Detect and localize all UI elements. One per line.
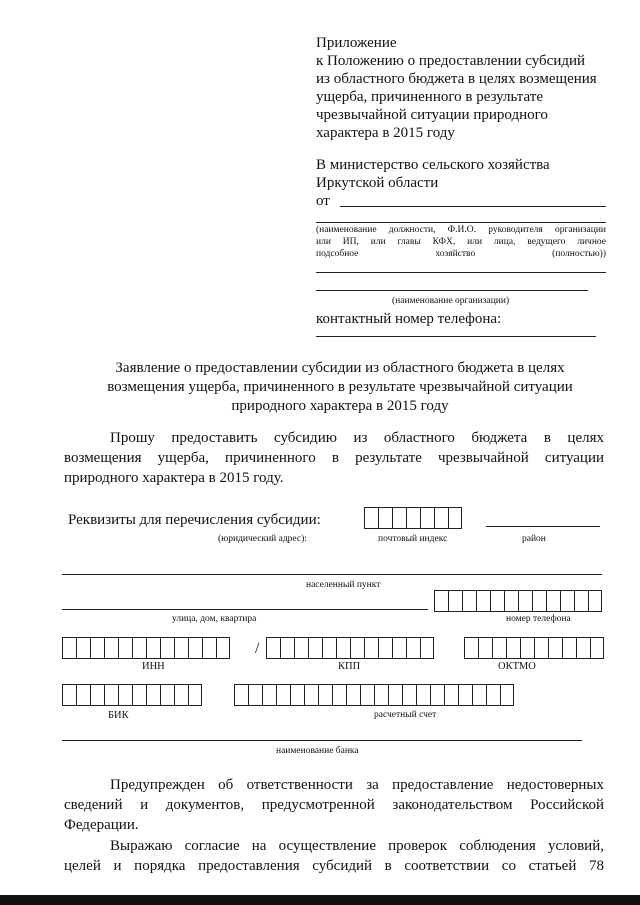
digit-cell[interactable] [492,637,506,659]
digit-cell[interactable] [420,507,434,529]
digit-cell[interactable] [576,637,590,659]
digit-cell[interactable] [146,637,160,659]
digit-cell[interactable] [318,684,332,706]
digit-cell[interactable] [248,684,262,706]
kpp-caption: КПП [338,661,361,672]
addressee-line-2: Иркутской области [316,175,439,191]
applicant-extra-line[interactable] [316,272,606,273]
digit-cell[interactable] [304,684,318,706]
request-line: возмещения ущерба, причиненного в результате чрезвычайной ситуации [64,450,604,466]
digit-cell[interactable] [216,637,230,659]
digit-cell[interactable] [548,637,562,659]
applicant-caption-1: (наименование должности, Ф.И.О. руководителя организации [316,225,606,235]
digit-cell[interactable] [560,590,574,612]
statement-title [60,359,620,416]
settlement-field-line[interactable] [62,574,602,575]
consent-paragraph [64,836,604,876]
appendix-line: из областного бюджета в целях возмещения [316,71,597,87]
digit-cell[interactable] [472,684,486,706]
digit-cell[interactable] [430,684,444,706]
digit-cell[interactable] [266,637,280,659]
digit-cell[interactable] [202,637,216,659]
appendix-line: характера в 2015 году [316,125,455,141]
appendix-line: к Положению о предоставлении субсидий [316,53,586,69]
applicant-caption-3: подсобное хозяйство (полностью)) [316,249,606,259]
digit-cell[interactable] [62,684,76,706]
phone-number-cells[interactable] [434,590,602,612]
warning-line: Предупрежден об ответственности за предоставление недостоверных [110,777,604,793]
digit-cell[interactable] [402,684,416,706]
digit-cell[interactable] [146,684,160,706]
organization-field-line[interactable] [316,290,588,291]
digit-cell[interactable] [444,684,458,706]
digit-cell[interactable] [388,684,402,706]
phone-field-line[interactable] [316,336,596,337]
digit-cell[interactable] [378,637,392,659]
kpp-cells[interactable] [266,637,434,659]
appendix-line: ущерба, причиненного в результате [316,89,543,105]
digit-cell[interactable] [378,507,392,529]
digit-cell[interactable] [364,637,378,659]
bank-name-field-line[interactable] [62,740,582,741]
street-field-line[interactable] [62,609,428,610]
inn-cells[interactable] [62,637,230,659]
digit-cell[interactable] [546,590,560,612]
digit-cell[interactable] [336,637,350,659]
organization-caption: (наименование организации) [392,296,510,306]
warning-paragraph [64,775,604,835]
request-line: Прошу предоставить субсидию из областного бюджета в целях [110,430,604,446]
digit-cell[interactable] [132,684,146,706]
applicant-field-line[interactable] [316,222,606,223]
digit-cell[interactable] [174,684,188,706]
digit-cell[interactable] [118,637,132,659]
digit-cell[interactable] [308,637,322,659]
digit-cell[interactable] [188,637,202,659]
digit-cell[interactable] [506,637,520,659]
digit-cell[interactable] [322,637,336,659]
from-label: от [316,193,330,209]
digit-cell[interactable] [448,590,462,612]
digit-cell[interactable] [90,637,104,659]
bank-name-caption: наименование банка [276,746,359,756]
inn-kpp-separator: / [255,640,260,657]
digit-cell[interactable] [76,684,90,706]
digit-cell[interactable] [520,637,534,659]
account-cells[interactable] [234,684,514,706]
warning-line: сведений и документов, предусмотренной законодательством Российской [64,797,604,813]
settlement-caption: населенный пункт [306,580,381,590]
title-line: возмещения ущерба, причиненного в результате чрезвычайной ситуации [107,379,573,395]
digit-cell[interactable] [62,637,76,659]
digit-cell[interactable] [364,507,378,529]
digit-cell[interactable] [486,684,500,706]
appendix-block [316,34,597,142]
digit-cell[interactable] [90,684,104,706]
digit-cell[interactable] [416,684,430,706]
requisites-title: Реквизиты для перечисления субсидии: [68,512,321,528]
digit-cell[interactable] [476,590,490,612]
from-field-line[interactable] [340,206,606,207]
digit-cell[interactable] [464,637,478,659]
digit-cell[interactable] [406,507,420,529]
digit-cell[interactable] [588,590,602,612]
title-line: природного характера в 2015 году [231,398,449,414]
digit-cell[interactable] [332,684,346,706]
digit-cell[interactable] [458,684,472,706]
digit-cell[interactable] [262,684,276,706]
digit-cell[interactable] [280,637,294,659]
bik-cells[interactable] [62,684,202,706]
digit-cell[interactable] [188,684,202,706]
scan-bottom-edge [0,895,640,905]
postal-index-cells[interactable] [364,507,462,529]
district-field-line[interactable] [486,526,600,527]
legal-address-caption: (юридический адрес): [218,534,307,544]
digit-cell[interactable] [374,684,388,706]
digit-cell[interactable] [574,590,588,612]
digit-cell[interactable] [76,637,90,659]
digit-cell[interactable] [534,637,548,659]
postal-index-caption: почтовый индекс [378,534,448,544]
digit-cell[interactable] [350,637,364,659]
street-caption: улица, дом, квартира [172,614,257,624]
digit-cell[interactable] [448,507,462,529]
appendix-line: чрезвычайной ситуации природного [316,107,548,123]
digit-cell[interactable] [434,590,448,612]
digit-cell[interactable] [160,684,174,706]
digit-cell[interactable] [104,637,118,659]
digit-cell[interactable] [392,637,406,659]
digit-cell[interactable] [118,684,132,706]
oktmo-cells[interactable] [464,637,604,659]
digit-cell[interactable] [392,507,406,529]
digit-cell[interactable] [290,684,304,706]
digit-cell[interactable] [174,637,188,659]
digit-cell[interactable] [294,637,308,659]
digit-cell[interactable] [234,684,248,706]
digit-cell[interactable] [504,590,518,612]
digit-cell[interactable] [562,637,576,659]
digit-cell[interactable] [500,684,514,706]
appendix-line: Приложение [316,35,397,51]
digit-cell[interactable] [346,684,360,706]
digit-cell[interactable] [434,507,448,529]
digit-cell[interactable] [406,637,420,659]
digit-cell[interactable] [462,590,476,612]
consent-line: Выражаю согласие на осуществление проверок соблюдения условий, [110,838,604,854]
account-caption: расчетный счет [374,710,437,720]
digit-cell[interactable] [590,637,604,659]
digit-cell[interactable] [532,590,546,612]
addressee-line-1: В министерство сельского хозяйства [316,157,550,173]
title-line: Заявление о предоставлении субсидии из областного бюджета в целях [115,360,565,376]
consent-line: целей и порядка предоставления субсидий в соответствии со статьей 78 [64,858,604,874]
inn-caption: ИНН [142,661,165,672]
applicant-caption-2: или ИП, или главы КФХ, или лица, ведущего личное [316,237,606,247]
digit-cell[interactable] [420,637,434,659]
oktmo-caption: ОКТМО [498,661,536,672]
phone-label: контактный номер телефона: [316,311,502,327]
digit-cell[interactable] [360,684,374,706]
digit-cell[interactable] [132,637,146,659]
phone-number-caption: номер телефона [506,614,571,624]
warning-line: Федерации. [64,817,139,833]
bik-caption: БИК [108,710,129,721]
digit-cell[interactable] [276,684,290,706]
digit-cell[interactable] [490,590,504,612]
district-caption: район [522,534,546,544]
digit-cell[interactable] [478,637,492,659]
digit-cell[interactable] [160,637,174,659]
digit-cell[interactable] [518,590,532,612]
request-paragraph [64,428,604,488]
digit-cell[interactable] [104,684,118,706]
request-line: природного характера в 2015 году. [64,470,284,486]
